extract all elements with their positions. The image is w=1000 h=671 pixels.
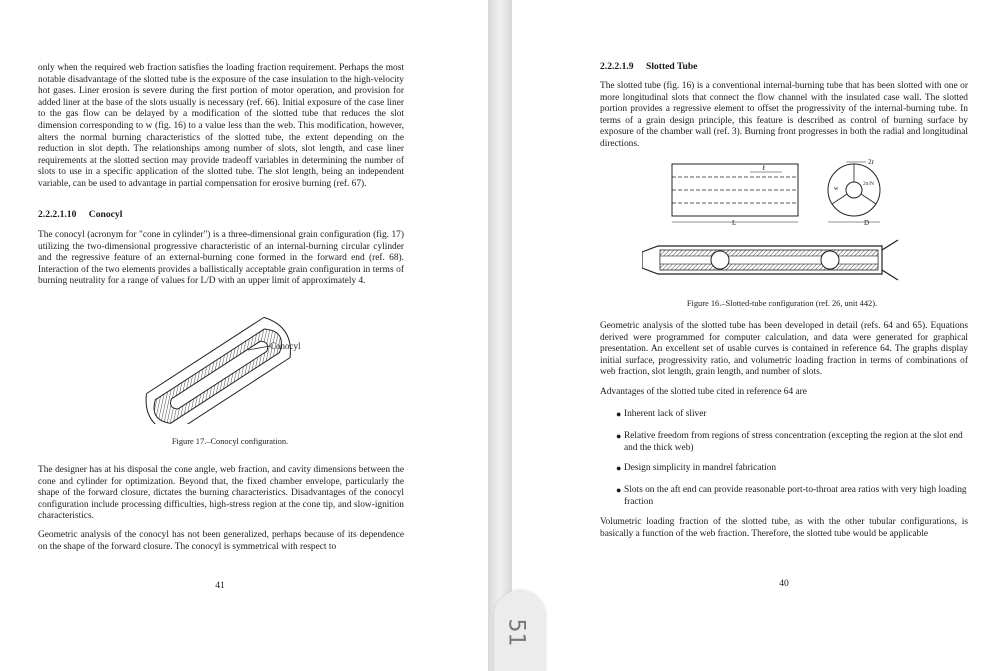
label-diameter: D bbox=[864, 219, 870, 227]
figure-17-caption: Figure 17.–Conocyl configuration. bbox=[171, 437, 289, 446]
page-indicator-tab[interactable] bbox=[494, 590, 546, 671]
section-heading-slotted-tube bbox=[600, 61, 697, 72]
paragraph-continued: only when the required web fraction satisfies the loading fraction requirement. Perhaps the most notable disadvantage of the slotted tube is the exposure of the case insulation to the high-velocity hot gases. Liner erosion is severe during the first portion of motor operation, and provision for added liner at the base of the slots usually is necessary (ref. 66). Initial exposure of the case liner to the gas flow can be delayed by a modification of the slotted tube that reduces the slot dimension corresponding to w (fig. 16) to a value less than the web. This modification, however, alters the normal burning characteristics of the slotted tube, the extent depending on the reduction in slot depth. The relationships among number of slots, slot length, and case liner requirements at the slotted section may provide tradeoff variables in determining the number of slots to use in a specific application of the slotted tube. The slot length, being an independent variable, can be used to advantage in partial compensation for erosive burning (ref. 67). bbox=[38, 63, 404, 189]
page-number-left: 41 bbox=[215, 580, 225, 591]
paragraph-geometric: Geometric analysis of the conocyl has not been generalized, perhaps because of its dependence on the shape of the forward closure. The conocyl is symmetrical with respect to bbox=[38, 530, 404, 552]
section-number: 2.2.2.1.10 bbox=[38, 209, 77, 220]
label-radius: 2r bbox=[868, 158, 874, 166]
label-length: L bbox=[732, 219, 737, 227]
advantage-item: ● Inherent lack of sliver bbox=[616, 409, 707, 419]
advantages-intro: Advantages of the slotted tube cited in reference 64 are bbox=[600, 387, 807, 397]
motor-section bbox=[642, 240, 898, 280]
paragraph-intro: The slotted tube (fig. 16) is a conventional internal-burning tube that has been slotted with one or more longitudinal slots that connect the flow channel with the insulated case wall. The slotted portion provides a regressive element to offset the progressivity of the internal-burning tube. In terms of a grain design principle, this feature is described as control of burning surface by exposure of the chamber wall (ref. 3). Burning front progresses in both the radial and longitudinal directions. bbox=[600, 81, 968, 149]
left-page bbox=[0, 0, 488, 671]
paragraph-designer: The designer has at his disposal the cone angle, web fraction, and cavity dimensions between the cone and cylinder for optimization. Beyond that, the fixed chamber envelope, particularly the shape of the forward closure, dictates the burning characteristics. Disadvantages of the conocyl configuration include processing difficulties, high-stress region at the cone tip, and slow-ignition characteristics. bbox=[38, 465, 404, 522]
page-indicator-number: 51 bbox=[503, 618, 529, 647]
section-title: Slotted Tube bbox=[645, 61, 698, 72]
slotted-tube-figure bbox=[642, 150, 902, 290]
page-number-right: 40 bbox=[779, 578, 789, 589]
end-view bbox=[828, 158, 880, 227]
paragraph-analysis: Geometric analysis of the slotted tube has been developed in detail (refs. 64 and 65). Equations derived were programmed for computer calculation, and data were generated for graphical presentation. An excellent set of usable curves is contained in reference 64. The graphs display initial surface, progressivity ratio, and volumetric loading fraction in terms of combinations of web fraction, slot length, grain length, and number of slots. bbox=[600, 321, 968, 378]
conocyl-figure bbox=[130, 312, 350, 424]
advantage-item: ● Relative freedom from regions of stress concentration (excepting the region at the slot end and the thick web) bbox=[616, 431, 963, 453]
section-number: 2.2.2.1.9 bbox=[600, 61, 634, 72]
right-page bbox=[512, 0, 1000, 671]
label-slots: 2π/N bbox=[863, 181, 875, 187]
figure-label-conocyl: Conocyl bbox=[270, 341, 301, 351]
side-view bbox=[672, 164, 798, 227]
section-title: Conocyl bbox=[88, 209, 123, 220]
page-gutter bbox=[488, 0, 512, 671]
advantage-item: ● Slots on the aft end can provide reasonable port-to-throat area ratios with very high loading fraction bbox=[616, 485, 967, 507]
figure-16-caption: Figure 16.–Slotted-tube configuration (ref. 26, unit 442). bbox=[686, 299, 878, 308]
paragraph-volumetric: Volumetric loading fraction of the slotted tube, as with the other tubular configurations, is basically a function of the web fraction. Therefore, the slotted tube would be applicable bbox=[600, 517, 968, 539]
label-web: w bbox=[834, 186, 839, 192]
label-slot-length: ℓ bbox=[762, 164, 766, 172]
section-heading-conocyl bbox=[38, 209, 122, 220]
advantage-item: ● Design simplicity in mandrel fabrication bbox=[616, 463, 777, 473]
paragraph-conocyl: The conocyl (acronym for "cone in cylinder") is a three-dimensional grain configuration (fig. 17) utilizing the two-dimensional progressive characteristic of an internal-burning circular cylinder and the regressive feature of an external-burning cone formed in the forward end (ref. 68). Interaction of the two elements provides a ballistically acceptable grain configuration in terms of burning neutrality for a range of values for L/D with an upper limit of approximately 4. bbox=[38, 230, 404, 287]
